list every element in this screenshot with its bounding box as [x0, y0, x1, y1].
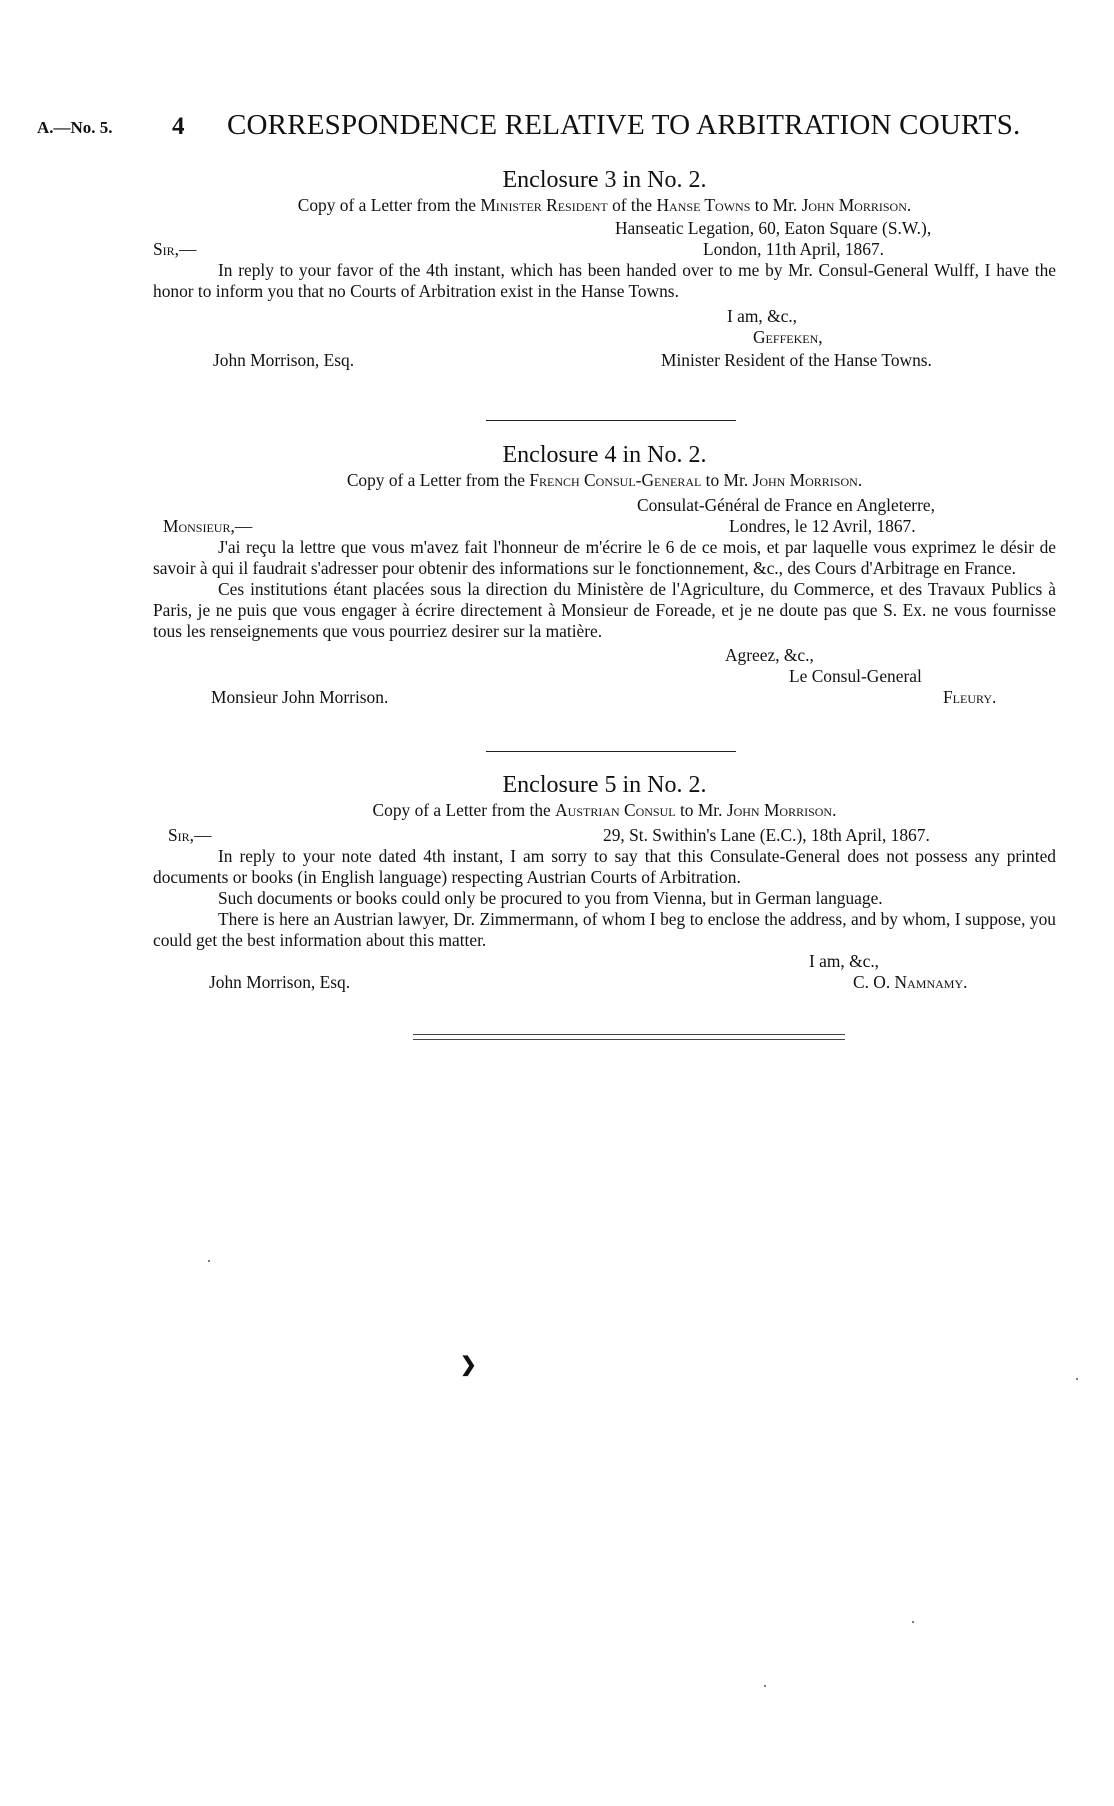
print-mark-glyph: ❯ — [460, 1354, 477, 1376]
enclosure-5-closing-row — [153, 951, 1056, 972]
enclosure-4-signature-title-row — [153, 666, 1056, 687]
print-speck — [208, 1260, 210, 1262]
enclosure-5-body-3: There is here an Austrian lawyer, Dr. Zimmermann, of whom I beg to enclose the address, and by whom, I suppose, you could get the best information about this matter. — [153, 909, 1056, 950]
section-divider — [486, 420, 736, 421]
enclosure-5-recipient-row — [153, 972, 1056, 993]
enclosure-3-recipient: John Morrison, Esq. — [213, 350, 355, 370]
enclosure-3-address-line-2: London, 11th April, 1867. — [703, 239, 884, 259]
enclosure-5-recipient: John Morrison, Esq. — [209, 972, 351, 992]
print-speck — [1076, 1378, 1078, 1380]
page-number: 4 — [172, 113, 185, 140]
enclosure-4-recipient: Monsieur John Morrison. — [211, 687, 389, 707]
enclosure-4 — [153, 440, 1056, 708]
enclosure-5-signature: C. O. Namnamy. — [853, 972, 968, 992]
enclosure-5-address: 29, St. Swithin's Lane (E.C.), 18th April, 1867. — [603, 825, 930, 845]
enclosure-5-body-1: In reply to your note dated 4th instant, I am sorry to say that this Consulate-General does not possess any printed documents or books (in English language) respecting Austrian Courts of Arbitration. — [153, 846, 1056, 887]
enclosure-4-closing: Agreez, &c., — [725, 645, 814, 665]
enclosure-4-signature: Fleury. — [943, 687, 997, 707]
enclosure-4-address-line-2: Londres, le 12 Avril, 1867. — [729, 516, 916, 536]
enclosure-3-address-row-2 — [153, 239, 1056, 260]
enclosure-3-signature: Geffeken, — [753, 327, 823, 347]
document-reference: A.—No. 5. — [37, 118, 113, 137]
enclosure-3-body: In reply to your favor of the 4th instant, which has been handed over to me by Mr. Consul-General Wulff, I have the honor to inform you that no Courts of Arbitration exist in the Hanse Towns. — [153, 260, 1056, 301]
enclosure-3-closing-row — [153, 306, 1056, 327]
enclosure-5-body-2: Such documents or books could only be procured to you from Vienna, but in German language. — [218, 888, 883, 908]
enclosure-3 — [153, 165, 1056, 371]
enclosure-3-recipient-row — [153, 350, 1056, 371]
enclosure-4-salutation: Monsieur,— — [163, 516, 253, 536]
enclosure-4-body-2: Ces institutions étant placées sous la direction du Ministère de l'Agriculture, du Commerce, et des Travaux Publics à Paris, je ne puis que vous engager à écrire directement à Monsieur de Foreade, et je ne doute pas que S. Ex. ne vous fournisse tous les renseignements que vous pourriez desirer sur la matière. — [153, 579, 1056, 641]
enclosure-5 — [153, 770, 1056, 993]
section-divider — [486, 751, 736, 752]
enclosure-5-closing: I am, &c., — [809, 951, 880, 971]
enclosure-5-address-row — [153, 825, 1056, 846]
enclosure-5-heading: Enclosure 5 in No. 2. — [502, 772, 707, 798]
enclosure-3-signature-row — [153, 327, 1056, 348]
enclosure-3-address-row-1 — [153, 218, 1056, 239]
enclosure-4-signature-title: Le Consul-General — [789, 666, 922, 686]
enclosure-5-subtitle: Copy of a Letter from the Austrian Consul to Mr. John Morrison. — [372, 800, 837, 820]
enclosure-4-subtitle: Copy of a Letter from the French Consul-General to Mr. John Morrison. — [346, 470, 863, 490]
enclosure-3-salutation: Sir,— — [153, 239, 197, 259]
enclosure-4-address-row-2 — [153, 516, 1056, 537]
closing-double-rule — [413, 1034, 845, 1040]
enclosure-5-salutation: Sir,— — [168, 825, 212, 845]
print-speck — [912, 1621, 914, 1623]
enclosure-4-heading: Enclosure 4 in No. 2. — [502, 442, 707, 468]
enclosure-3-closing: I am, &c., — [727, 306, 798, 326]
enclosure-4-address-row-1 — [153, 495, 1056, 516]
enclosure-4-recipient-row — [153, 687, 1056, 708]
enclosure-3-subtitle: Copy of a Letter from the Minister Resident of the Hanse Towns to Mr. John Morrison. — [297, 195, 912, 215]
enclosure-3-address-line-1: Hanseatic Legation, 60, Eaton Square (S.W.), — [615, 218, 932, 238]
page-title: CORRESPONDENCE RELATIVE TO ARBITRATION COURTS. — [227, 109, 1021, 141]
enclosure-4-address-line-1: Consulat-Général de France en Angleterre, — [637, 495, 935, 515]
print-speck — [764, 1685, 766, 1687]
enclosure-4-body-1: J'ai reçu la lettre que vous m'avez fait l'honneur de m'écrire le 6 de ce mois, et par laquelle vous exprimez le désir de savoir à qui il faudrait s'adresser pour obtenir des informations sur le fonctionnement, &c., des Cours d'Arbitrage en France. — [153, 537, 1056, 578]
enclosure-4-closing-row — [153, 645, 1056, 666]
enclosure-3-heading: Enclosure 3 in No. 2. — [502, 167, 707, 193]
enclosure-3-signature-title: Minister Resident of the Hanse Towns. — [661, 350, 932, 370]
